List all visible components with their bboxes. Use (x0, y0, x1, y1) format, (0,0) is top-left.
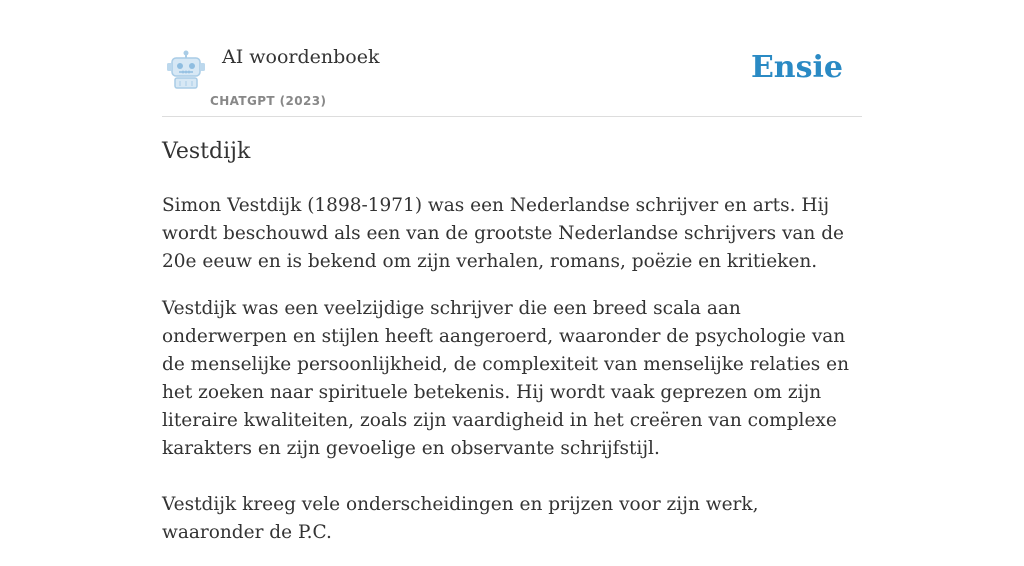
entry-paragraph-3: Vestdijk kreeg vele onderscheidingen en prijzen voor zijn werk, waaronder de P.C. (162, 494, 759, 543)
ensie-logo-link[interactable]: Ensie (750, 50, 843, 85)
entry-paragraph-2: Vestdijk was een veelzijdige schrijver die een breed scala aan onderwerpen en stijlen heeft aangeroerd, waaronder de psychologie van de menselijke persoonlijkheid, de complexiteit van menselijke relaties en het zoeken naar spirituele betekenis. Hij wordt vaak geprezen om zijn literaire kwaliteiten, zoals zijn vaardigheid in het creëren van complexe karakters en zijn gevoelige en observante schrijfstijl. (162, 298, 850, 459)
source-title-link[interactable]: AI woordenboek (222, 46, 380, 68)
entry-paragraph-1: Simon Vestdijk (1898-1971) was een Nederlandse schrijver en arts. Hij wordt beschouwd als een van de grootste Nederlandse schrijvers van de 20e eeuw en is bekend om zijn verhalen, romans, poëzie en kritieken. (162, 195, 845, 272)
page (162, 0, 862, 543)
robot-icon (165, 50, 209, 90)
source-meta: CHATGPT (2023) (210, 94, 327, 108)
entry-title: Vestdijk (162, 139, 251, 164)
entry-content (162, 192, 862, 566)
entry-header (162, 0, 862, 117)
